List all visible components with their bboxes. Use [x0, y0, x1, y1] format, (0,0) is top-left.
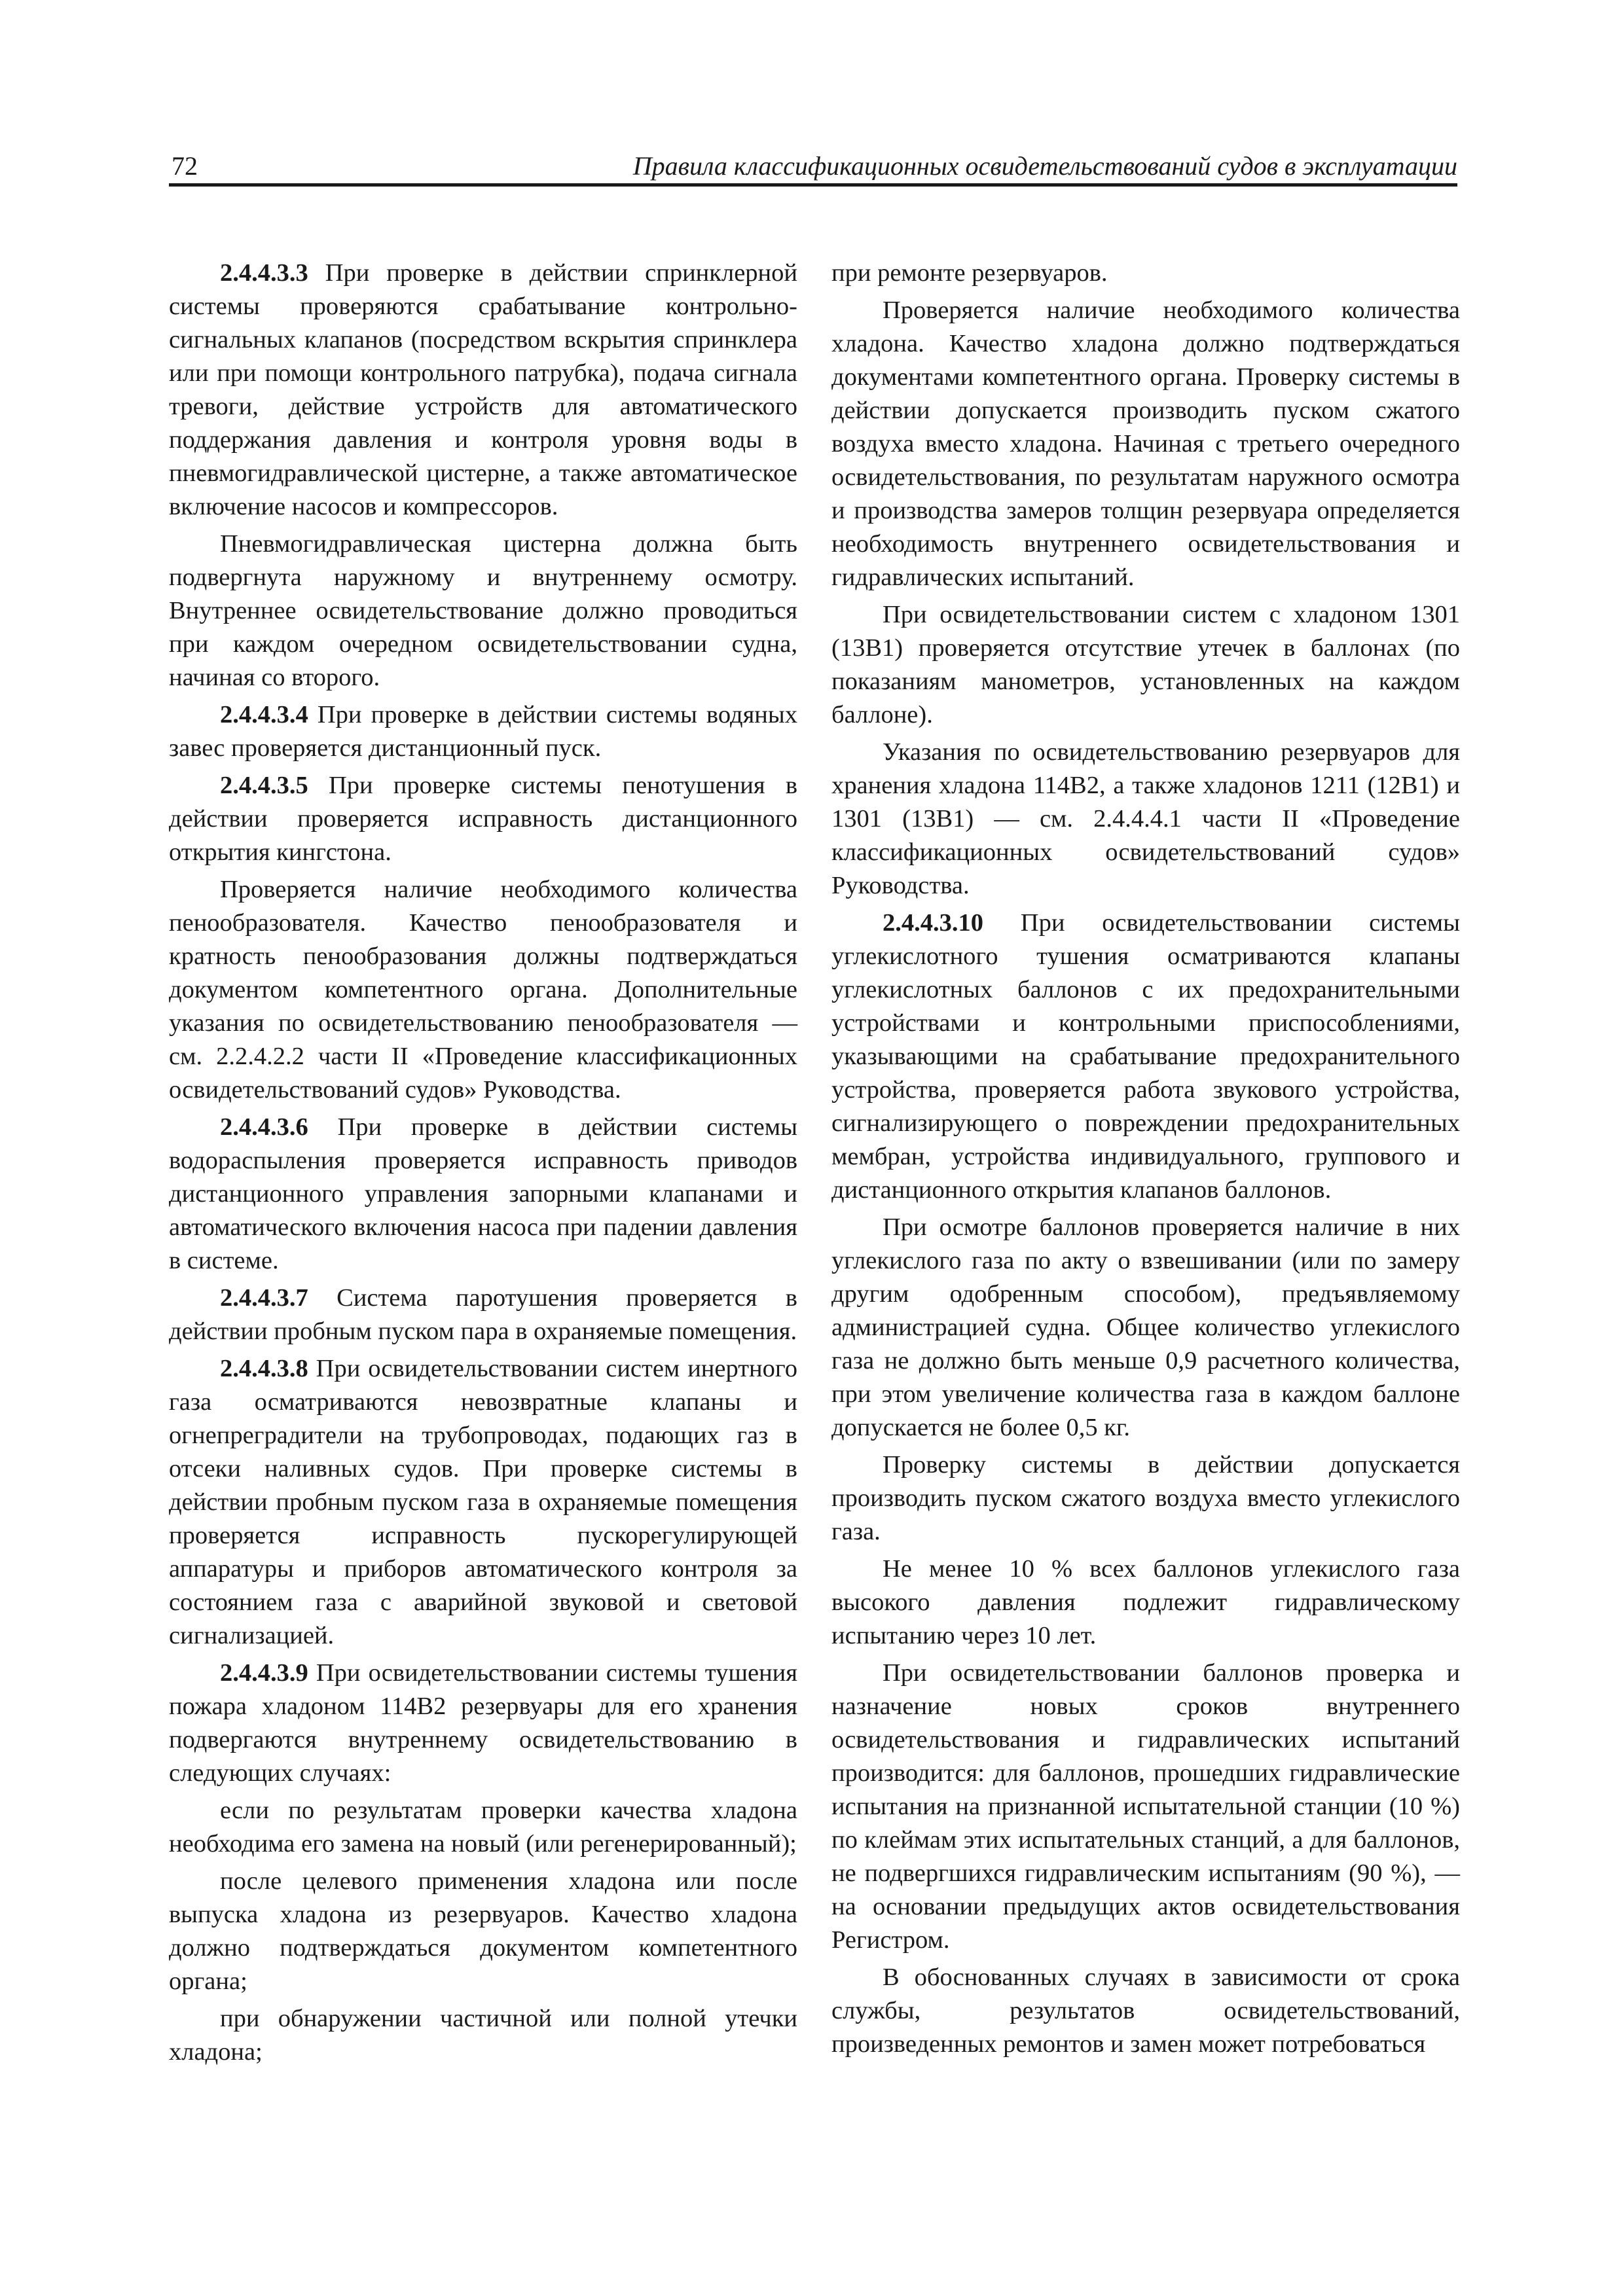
section-number: 2.4.4.3.6 — [220, 1113, 308, 1141]
paragraph-text: При освидетельствовании систем инертного газа осматриваются невозвратные клапаны и огнепреградители на трубопроводах, подающих газ в отсеки наливных судов. При проверке системы в действии пробным пуском газа в охраняемые помещения проверяется исправность пускорегулирующей аппаратуры и приборов автоматического контроля за состоянием газа с аварийной звуковой и световой сигнализацией. — [169, 1355, 797, 1649]
paragraph — [169, 769, 797, 869]
paragraph-text: Система паротушения проверяется в действии пробным пуском пара в охраняемые помещения. — [169, 1284, 797, 1345]
paragraph — [169, 1865, 797, 1998]
section-number: 2.4.4.3.3 — [220, 259, 308, 287]
paragraph — [831, 1552, 1460, 1653]
page-number: 72 — [172, 151, 198, 181]
paragraph-text: При проверке в действии системы водяных завес проверяется дистанционный пуск. — [169, 701, 797, 762]
section-number: 2.4.4.3.4 — [220, 701, 308, 728]
paragraph-text: при обнаружении частичной или полной утечки хладона; — [169, 2005, 797, 2066]
paragraph-text: В обоснованных случаях в зависимости от срока службы, результатов освидетельствований, произведенных ремонтов и замен может потребоваться — [831, 1964, 1460, 2058]
paragraph-text: Указания по освидетельствованию резервуаров для хранения хладона 114В2, а также хладонов 1211 (12В1) и 1301 (13В1) — см. 2.4.4.4.1 части II «Проведение классификационных освидетельствований судов» Руководства. — [831, 738, 1460, 899]
paragraph — [831, 1961, 1460, 2061]
paragraph — [169, 1794, 797, 1861]
paragraph-text: Проверяется наличие необходимого количества пенообразователя. Качество пенообразователя и кратность пенообразования должны подтверждаться документом компетентного органа. Дополнительные указания по освидетельствованию пенообразователя — см. 2.2.4.2.2 части II «Проведение классификационных освидетельствований судов» Руководства. — [169, 876, 797, 1103]
paragraph — [831, 598, 1460, 732]
paragraph-text: Не менее 10 % всех баллонов углекислого газа высокого давления подлежит гидравлическому испытанию через 10 лет. — [831, 1555, 1460, 1649]
paragraph-text: При проверке в действии системы водораспыления проверяется исправность приводов дистанционного управления запорными клапанами и автоматического включения насоса при падении давления в системе. — [169, 1113, 797, 1274]
paragraph-text: после целевого применения хладона или после выпуска хладона из резервуаров. Качество хладона должно подтверждаться документом компетентного органа; — [169, 1867, 797, 1995]
paragraph-text: Проверку системы в действии допускается производить пуском сжатого воздуха вместо углекислого газа. — [831, 1451, 1460, 1545]
paragraph — [169, 2002, 797, 2069]
left-column — [169, 257, 797, 2073]
paragraph-text: При освидетельствовании систем с хладоном 1301 (13В1) проверяется отсутствие утечек в баллонах (по показаниям манометров, установленных на каждом баллоне). — [831, 601, 1460, 728]
paragraph-text: При осмотре баллонов проверяется наличие в них углекислого газа по акту о взвешивании (или по замеру другим одобренным способом), предъявляемому администрацией судна. Общее количество углекислого газа не должно быть меньше 0,9 расчетного количества, при этом увеличение количества газа в каждом баллоне допускается не более 0,5 кг. — [831, 1213, 1460, 1441]
paragraph — [831, 257, 1460, 290]
section-number: 2.4.4.3.7 — [220, 1284, 308, 1312]
paragraph — [831, 1657, 1460, 1957]
paragraph-text: Проверяется наличие необходимого количества хладона. Качество хладона должно подтверждаться документами компетентного органа. Проверку системы в действии допускается производить пуском сжатого воздуха вместо хладона. Начиная с третьего очередного освидетельствования, по результатам наружного осмотра и производства замеров толщин резервуара определяется необходимость внутреннего освидетельствования и гидравлических испытаний. — [831, 296, 1460, 591]
section-number: 2.4.4.3.5 — [220, 772, 308, 799]
paragraph-text: При освидетельствовании системы тушения пожара хладоном 114В2 резервуары для его хранения подвергаются внутреннему освидетельствованию в следующих случаях: — [169, 1659, 797, 1787]
paragraph-text: при ремонте резервуаров. — [831, 259, 1108, 287]
running-title: Правила классификационных освидетельствований судов в эксплуатации — [632, 151, 1457, 181]
paragraph — [169, 1282, 797, 1348]
paragraph — [169, 1352, 797, 1653]
paragraph — [169, 873, 797, 1107]
section-number: 2.4.4.3.8 — [220, 1355, 308, 1382]
paragraph — [169, 1111, 797, 1278]
right-column — [831, 257, 1460, 2065]
paragraph-text: При освидетельствовании баллонов проверка и назначение новых сроков внутреннего освидетельствования и гидравлических испытаний производится: для баллонов, прошедших гидравлические испытания на признанной испытательной станции (10 %) по клеймам этих испытательных станций, а для баллонов, не подвергшихся гидравлическим испытаниям (90 %), — на основании предыдущих актов освидетельствования Регистром. — [831, 1659, 1460, 1954]
paragraph-text: Пневмогидравлическая цистерна должна быть подвергнута наружному и внутреннему осмотру. Внутреннее освидетельствование должно проводиться при каждом очередном освидетельствовании судна, начиная со второго. — [169, 530, 797, 691]
paragraph — [169, 528, 797, 694]
section-number: 2.4.4.3.10 — [883, 909, 983, 937]
paragraph — [169, 698, 797, 765]
paragraph-text: При проверке в действии спринклерной системы проверяются срабатывание контрольно-сигнальных клапанов (посредством вскрытия спринклера или при помощи контрольного патрубка), подача сигнала тревоги, действие устройств для автоматического поддержания давления и контроля уровня воды в пневмогидравлической цистерне, а также автоматическое включение насосов и компрессоров. — [169, 259, 797, 520]
paragraph — [169, 257, 797, 524]
page-header — [169, 143, 1457, 187]
paragraph — [831, 1211, 1460, 1444]
paragraph — [169, 1657, 797, 1790]
section-number: 2.4.4.3.9 — [220, 1659, 308, 1687]
paragraph — [831, 906, 1460, 1207]
paragraph — [831, 736, 1460, 903]
paragraph — [831, 294, 1460, 594]
paragraph-text: если по результатам проверки качества хладона необходима его замена на новый (или регенерированный); — [169, 1797, 797, 1857]
paragraph-text: При проверке системы пенотушения в действии проверяется исправность дистанционного открытия кингстона. — [169, 772, 797, 866]
paragraph — [831, 1448, 1460, 1549]
paragraph-text: При освидетельствовании системы углекислотного тушения осматриваются клапаны углекислотных баллонов с их предохранительными устройствами и контрольными приспособлениями, указывающими на срабатывание предохранительного устройства, проверяется работа звукового устройства, сигнализирующего о повреждении предохранительных мембран, устройства индивидуального, группового и дистанционного открытия клапанов баллонов. — [831, 909, 1460, 1204]
